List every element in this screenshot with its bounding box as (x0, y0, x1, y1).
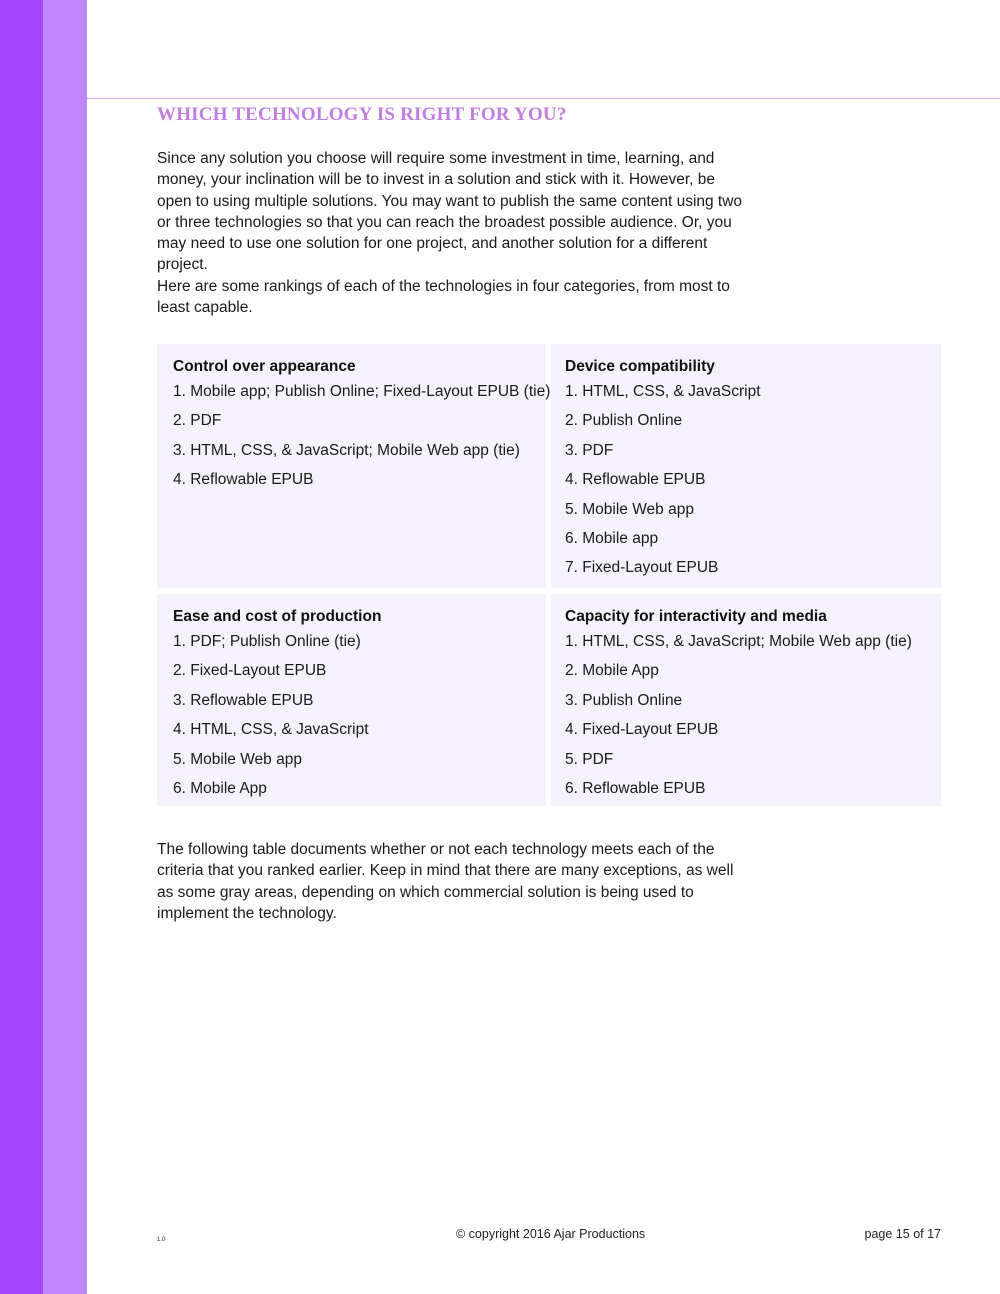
ranking-item: 5. PDF (565, 750, 614, 768)
left-margin-stripe-light (43, 0, 87, 1294)
ranking-item: 5. Mobile Web app (565, 500, 694, 518)
ranking-item: 2. Mobile App (565, 662, 659, 680)
ranking-item: 3. PDF (565, 441, 614, 459)
ranking-item: 3. Publish Online (565, 691, 683, 709)
section-heading: WHICH TECHNOLOGY IS RIGHT FOR YOU? (157, 104, 567, 125)
ranking-item: 2. Fixed-Layout EPUB (173, 662, 327, 680)
ranking-item: 2. Publish Online (565, 412, 683, 430)
header-rule (87, 98, 1000, 99)
rankings-intro-paragraph: Here are some rankings of each of the technologies in four categories, from most to least capable. (157, 278, 730, 317)
left-margin-stripe-dark (0, 0, 43, 1294)
ranking-item: 1. Mobile app; Publish Online; Fixed-Layout EPUB (tie) (173, 383, 551, 400)
ranking-panel-title: Ease and cost of production (173, 608, 382, 625)
table-intro-paragraph: The following table documents whether or not each technology meets each of the criteria that you ranked earlier. Keep in mind that there are many exceptions, as well as some gray areas, depending on which commercial solution is being used to implement the technology. (157, 841, 734, 922)
ranking-item: 7. Fixed-Layout EPUB (565, 559, 719, 577)
ranking-item: 1. HTML, CSS, & JavaScript; Mobile Web app (tie) (565, 633, 912, 650)
ranking-item: 3. HTML, CSS, & JavaScript; Mobile Web app (tie) (173, 441, 520, 459)
footer-page-number: page 15 of 17 (864, 1227, 941, 1241)
footer-copyright: © copyright 2016 Ajar Productions (456, 1227, 646, 1241)
ranking-item: 3. Reflowable EPUB (173, 691, 314, 709)
ranking-panel-device-compatibility (551, 344, 941, 588)
ranking-list (173, 382, 551, 500)
footer-version: 1.0 (157, 1237, 166, 1243)
ranking-item: 4. Reflowable EPUB (173, 471, 314, 489)
intro-paragraph: Since any solution you choose will require some investment in time, learning, and money, your inclination will be to invest in a solution and stick with it. However, be open to using multiple solutions. You may want to publish the same content using two or three technologies so that you can reach the broadest possible audience. Or, you may need to use one solution for one project, and another solution for a different project. (157, 150, 743, 274)
ranking-item: 1. PDF; Publish Online (tie) (173, 633, 361, 650)
ranking-item: 4. HTML, CSS, & JavaScript (173, 721, 369, 739)
ranking-panel-appearance (157, 344, 551, 588)
ranking-item: 2. PDF (173, 412, 222, 430)
ranking-list (565, 632, 925, 808)
ranking-panel-title: Capacity for interactivity and media (565, 608, 827, 625)
ranking-panel-title: Device compatibility (565, 358, 715, 375)
ranking-item: 4. Reflowable EPUB (565, 471, 706, 489)
ranking-item: 5. Mobile Web app (173, 750, 302, 768)
ranking-item: 6. Mobile app (565, 529, 659, 547)
ranking-panel-ease-cost (157, 594, 546, 806)
ranking-list (565, 382, 925, 588)
ranking-panel-interactivity-media (551, 594, 941, 806)
ranking-item: 6. Mobile App (173, 779, 267, 797)
ranking-panel-title: Control over appearance (173, 358, 356, 375)
ranking-item: 6. Reflowable EPUB (565, 779, 706, 797)
ranking-list (173, 632, 530, 808)
ranking-item: 1. HTML, CSS, & JavaScript (565, 383, 761, 400)
ranking-item: 4. Fixed-Layout EPUB (565, 721, 719, 739)
